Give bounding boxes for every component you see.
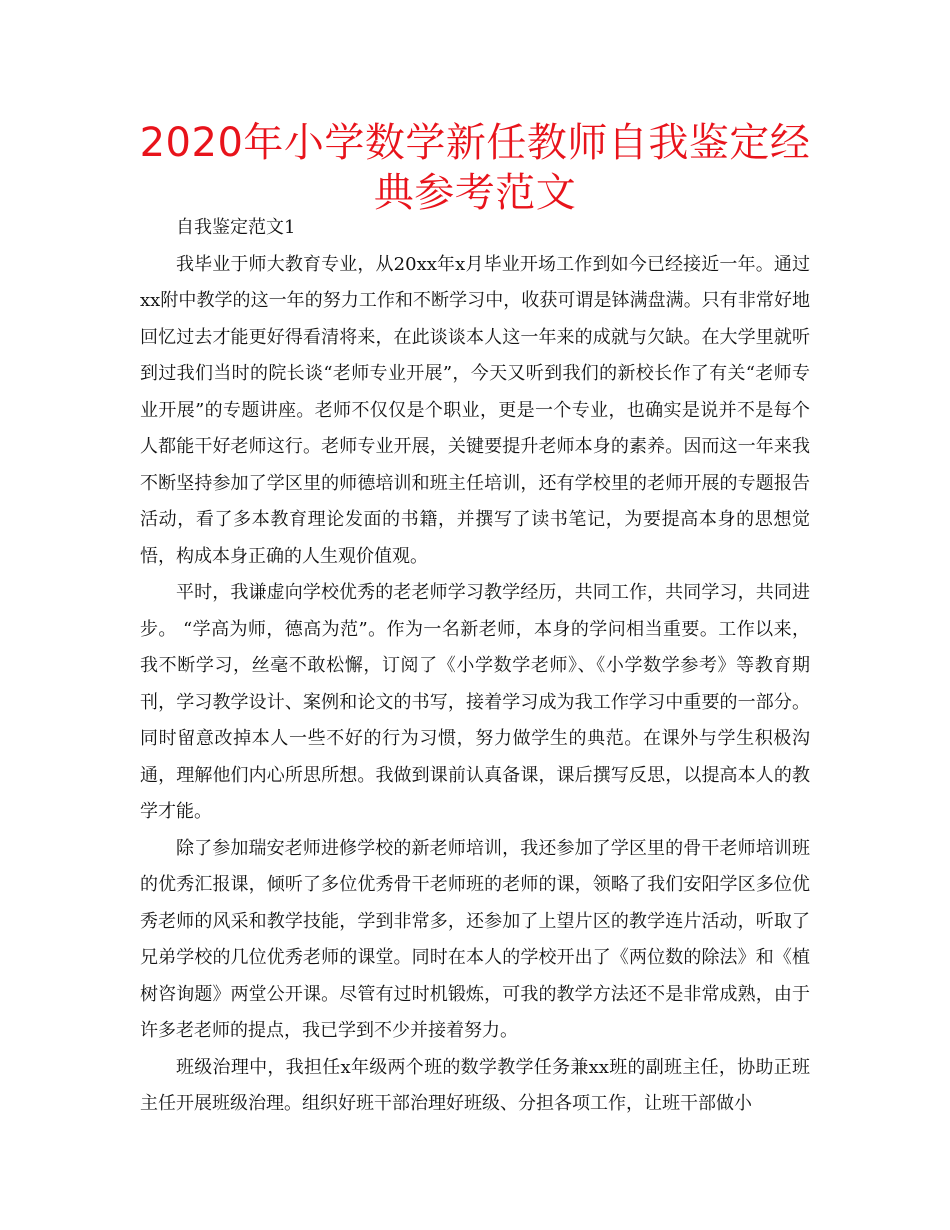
paragraph-4: 班级治理中，我担任x年级两个班的数学教学任务兼xx班的副班主任，协助正班主任开展班级治理。组织好班干部治理好班级、分担各项工作，让班干部做小 xyxy=(140,1056,810,1114)
paragraph-3: 除了参加瑞安老师进修学校的新老师培训，我还参加了学区里的骨干老师培训班的优秀汇报课，倾听了多位优秀骨干老师班的老师的课，领略了我们安阳学区多位优秀老师的风采和教学技能，学到非常多，还参加了上望片区的教学连片活动，听取了兄弟学校的几位优秀老师的课堂。同时在本人的学校开出了《两位数的除法》和《植树咨询题》两堂公开课。尽管有过时机锻炼，可我的教学方法还不是非常成熟，由于许多老老师的提点，我已学到不少并接着努力。 xyxy=(140,837,810,1041)
paragraph-2: 平时，我谦虚向学校优秀的老老师学习教学经历，共同工作，共同学习，共同进步。 “学高为师，德高为范”。作为一名新老师，本身的学问相当重要。工作以来，我不断学习，丝毫不敢松懈，订阅了《小学数学老师》、《小学数学参考》等教育期刊，学习教学设计、案例和论文的书写，接着学习成为我工作学习中重要的一部分。同时留意改掉本人一些不好的行为习惯，努力做学生的典范。在课外与学生积极沟通，理解他们内心所思所想。我做到课前认真备课，课后撰写反思，以提高本人的教学才能。 xyxy=(140,582,810,822)
section-subheading: 自我鉴定范文1 xyxy=(176,217,296,238)
document-body xyxy=(140,210,810,1123)
document-title: 2020年小学数学新任教师自我鉴定经典参考范文 xyxy=(139,120,811,216)
paragraph-1: 我毕业于师大教育专业，从20xx年x月毕业开场工作到如今已经接近一年。通过xx附中教学的这一年的努力工作和不断学习中，收获可谓是钵满盘满。只有非常好地回忆过去才能更好得看清将来，在此谈谈本人这一年来的成就与欠缺。在大学里就听到过我们当时的院长谈“老师专业开展”，今天又听到我们的新校长作了有关“老师专业开展”的专题讲座。老师不仅仅是个职业，更是一个专业，也确实是说并不是每个人都能干好老师这行。老师专业开展，关键要提升老师本身的素养。因而这一年来我不断坚持参加了学区里的师德培训和班主任培训，还有学校里的老师开展的专题报告活动，看了多本教育理论发面的书籍，并撰写了读书笔记，为要提高本身的思想觉悟，构成本身正确的人生观价值观。 xyxy=(140,253,810,567)
